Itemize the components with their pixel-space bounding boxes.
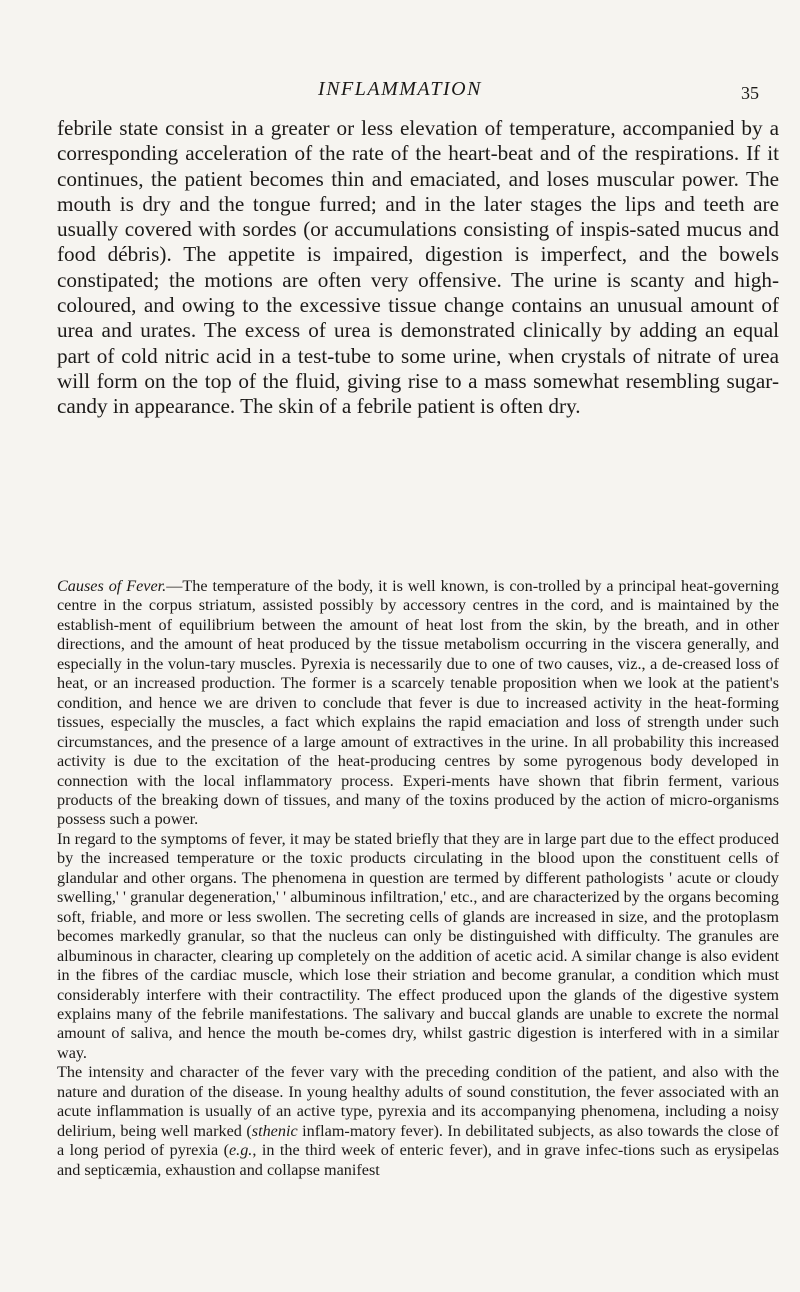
paragraph-febrile-state: febrile state consist in a greater or less elevation of temperature, accompanied by a corresponding acceleration of the rate of the heart-beat and of the respirations. If it continues, the patient becomes thin and emaciated, and loses muscular power. The mouth is dry and the tongue furred; and in the later stages the lips and teeth are usually covered with sordes (or accumulations consisting of inspis-sated mucus and food débris). The appetite is impaired, digestion is imperfect, and the bowels constipated; the motions are often very offensive. The urine is scanty and high-coloured, and owing to the excessive tissue change contains an unusual amount of urea and urates. The excess of urea is demonstrated clinically by adding an equal part of cold nitric acid in a test-tube to some urine, when crystals of nitrate of urea will form on the top of the fluid, giving rise to a mass somewhat resembling sugar-candy in appearance. The skin of a febrile patient is often dry. [57, 116, 779, 419]
paragraph-causes-text: —The temperature of the body, it is well known, is con-trolled by a principal heat-governing centre in the corpus striatum, assisted possibly by accessory centres in the cord, and is maintained by the establish-ment of equilibrium between the amount of heat lost from the skin, by the breath, and in other directions, and the amount of heat produced by the tissue metabolism occurring in the viscera generally, and especially in the volun-tary muscles. Pyrexia is necessarily due to one of two causes, viz., a de-creased loss of heat, or an increased production. The former is a scarcely tenable proposition when we look at the patient's condition, and hence we are driven to conclude that fever is due to increased activity in the heat-forming tissues, especially the muscles, a fact which explains the rapid emaciation and loss of strength under such circumstances, and the presence of a large amount of extractives in the urine. In all probability this increased activity is due to the excitation of the heat-producing centres by some pyrogenous body developed in connection with the local inflammatory process. Experi-ments have shown that fibrin ferment, various products of the breaking down of tissues, and many of the toxins produced by the action of micro-organisms possess such a power. [57, 577, 779, 829]
paragraph-causes-of-fever [57, 577, 779, 830]
abbrev-eg: e.g. [228, 1141, 253, 1160]
paragraph-intensity-text-a: The intensity and character of the fever vary with the preceding condition of the patient, and also with the nature and duration of the disease. In young healthy adults of sound constitution, the fever associated with an acute inflammation is usually of an active type, pyrexia and its accompanying phenomena, including a noisy delirium, being well marked ( [57, 1063, 779, 1140]
running-title: INFLAMMATION [318, 78, 482, 100]
term-sthenic: sthenic [251, 1121, 298, 1140]
paragraph-intensity-text-b: inflam-matory fever). In debilitated subjects, as also towards the close of a long period of pyrexia ( [57, 1121, 779, 1160]
section-heading-causes-of-fever: Causes of Fever. [57, 577, 167, 595]
paragraph-intensity-of-fever [57, 1063, 779, 1180]
paragraph-intensity-text-c: , in the third week of enteric fever), and in grave infec-tions such as erysipelas and septicæmia, exhaustion and collapse manifest [57, 1141, 780, 1179]
paragraph-symptoms-of-fever: In regard to the symptoms of fever, it may be stated briefly that they are in large part due to the effect produced by the increased temperature or the toxic products circulating in the blood upon the constituent cells of glandular and other organs. The phenomena in question are termed by different pathologists ' acute or cloudy swelling,' ' granular degeneration,' ' albuminous infiltration,' etc., and are characterized by the organs becoming soft, friable, and more or less swollen. The secreting cells of glands are increased in size, and the protoplasm becomes markedly granular, so that the nucleus can only be distinguished with difficulty. The granules are albuminous in character, clearing up completely on the addition of acetic acid. A similar change is also evident in the fibres of the cardiac muscle, which lose their striation and become granular, a condition which must considerably interfere with their contractility. The effect produced upon the glands of the digestive system explains many of the febrile manifestations. The salivary and buccal glands are unable to excrete the normal amount of saliva, and hence the mouth be-comes dry, whilst gastric digestion is interfered with in a similar way. [57, 829, 779, 1062]
small-print-section [57, 577, 779, 1180]
page-number: 35 [741, 83, 759, 103]
large-print-section [57, 116, 779, 420]
